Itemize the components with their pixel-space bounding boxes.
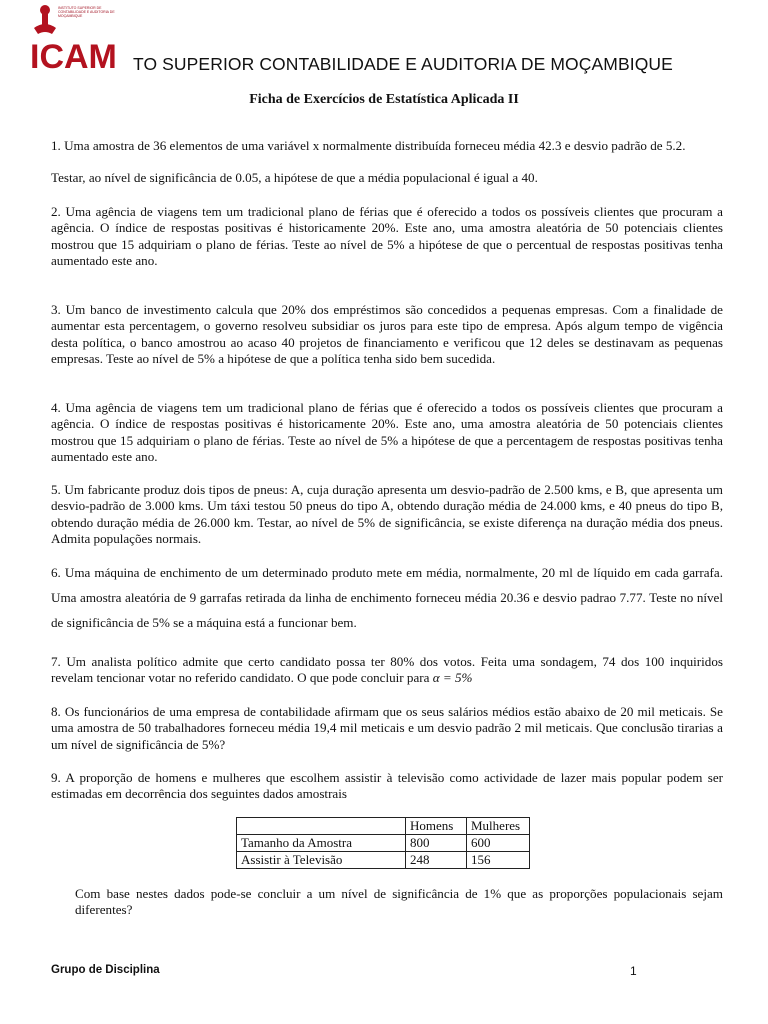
institution-name: TO SUPERIOR CONTABILIDADE E AUDITORIA DE MOÇAMBIQUE	[133, 54, 673, 74]
table-cell: 248	[406, 852, 467, 869]
exercise-7	[51, 654, 723, 687]
page-title: Ficha de Exercícios de Estatística Aplicada II	[249, 92, 519, 107]
exercise-1-statement: 1. Uma amostra de 36 elementos de uma variável x normalmente distribuída forneceu média 42.3 e desvio padrão de 5.2.	[51, 138, 686, 153]
exercise-2: 2. Uma agência de viagens tem um tradicional plano de férias que é oferecido a todos os possíveis clientes que procuram a agência. O índice de respostas positivas é historicamente 20%. Este ano, uma amostra aleatória de 50 potenciais clientes mostrou que 15 adquiriam o plano de férias. Teste ao nível de 5% a hipótese de que o percentual de respostas positivas tenha aumentado este ano.	[51, 204, 723, 268]
table-cell: Assistir à Televisão	[237, 852, 406, 869]
exercise-7-text: 7. Um analista político admite que certo candidato possa ter 80% dos votos. Feita uma sondagem, 74 dos 100 inquiridos revelam tencionar votar no referido candidato. O que pode concluir para	[51, 654, 723, 686]
table-row	[237, 835, 530, 852]
table-cell: Tamanho da Amostra	[237, 835, 406, 852]
table-row	[237, 852, 530, 869]
table-cell: 156	[467, 852, 530, 869]
table-header-cell: Mulheres	[467, 818, 530, 835]
exercise-6: 6. Uma máquina de enchimento de um determinado produto mete em média, normalmente, 20 ml de líquido em cada garrafa. Uma amostra aleatória de 9 garrafas retirada da linha de enchimento forneceu média 20.36 e desvio padrao 7.77. Teste no nível de significância de 5% se a máquina está a funcionar bem.	[51, 565, 723, 630]
table-cell: 800	[406, 835, 467, 852]
exercise-3: 3. Um banco de investimento calcula que 20% dos empréstimos são concedidos a pequenas empresas. Com a finalidade de aumentar esta percentagem, o governo resolveu subsidiar os juros para este tipo de empresa. Após algum tempo de vigência desta política, o banco amostrou ao acaso 40 projetos de financiamento e verificou que 12 deles se destinavam as pequenas empresas. Teste ao nível de 5% a hipótese de que a política tenha sido bem sucedida.	[51, 302, 723, 366]
sample-data-table	[236, 817, 530, 869]
footer-group: Grupo de Disciplina	[51, 964, 160, 976]
logo-subtext: INSTITUTO SUPERIOR DE CONTABILIDADE E AUDITORIA DE MOÇAMBIQUE	[58, 6, 115, 18]
exercise-1-question: Testar, ao nível de significância de 0.05, a hipótese de que a média populacional é igual a 40.	[51, 170, 538, 185]
exercise-9: 9. A proporção de homens e mulheres que escolhem assistir à televisão como actividade de lazer mais popular podem ser estimadas em decorrência dos seguintes dados amostrais	[51, 770, 723, 802]
exercise-4: 4. Uma agência de viagens tem um tradicional plano de férias que é oferecido a todos os possíveis clientes que procuram a agência. O índice de respostas positivas é historicamente 20%. Este ano, uma amostra aleatória de 50 potenciais clientes mostrou que 15 adquiriam o plano de férias. Teste ao nível de 5% a hipótese de que a percentagem de respostas positivas tenha aumentado este ano.	[51, 400, 723, 464]
table-header-cell: Homens	[406, 818, 467, 835]
table-cell: 600	[467, 835, 530, 852]
table-header-cell	[237, 818, 406, 835]
exercise-5: 5. Um fabricante produz dois tipos de pneus: A, cuja duração apresenta um desvio-padrão de 2.500 kms, e B, que apresenta um desvio-padrão de 3.000 kms. Um táxi testou 50 pneus do tipo A, obtendo duração média de 24.000 kms, e 40 pneus do tipo B, obtendo duração média de 26.000 km. Testar, ao nível de 5% de significância, se existe diferença na duração média dos pneus. Admita populações normais.	[51, 482, 723, 546]
exercise-8: 8. Os funcionários de uma empresa de contabilidade afirmam que os seus salários médios estão abaixo de 20 mil meticais. Se uma amostra de 50 trabalhadores forneceu média 19,4 mil meticais e um desvio padrão 2 mil meticais. Que conclusão tirarias a um nível de significância de 5%?	[51, 704, 723, 752]
page-number: 1	[630, 964, 637, 978]
exercise-9-conclusion: Com base nestes dados pode-se concluir a um nível de significância de 1% que as proporções populacionais sejam diferentes?	[75, 886, 723, 918]
logo-text: ICAM	[30, 38, 117, 74]
table-header-row	[237, 818, 530, 835]
alpha-formula: α = 5%	[432, 670, 473, 686]
